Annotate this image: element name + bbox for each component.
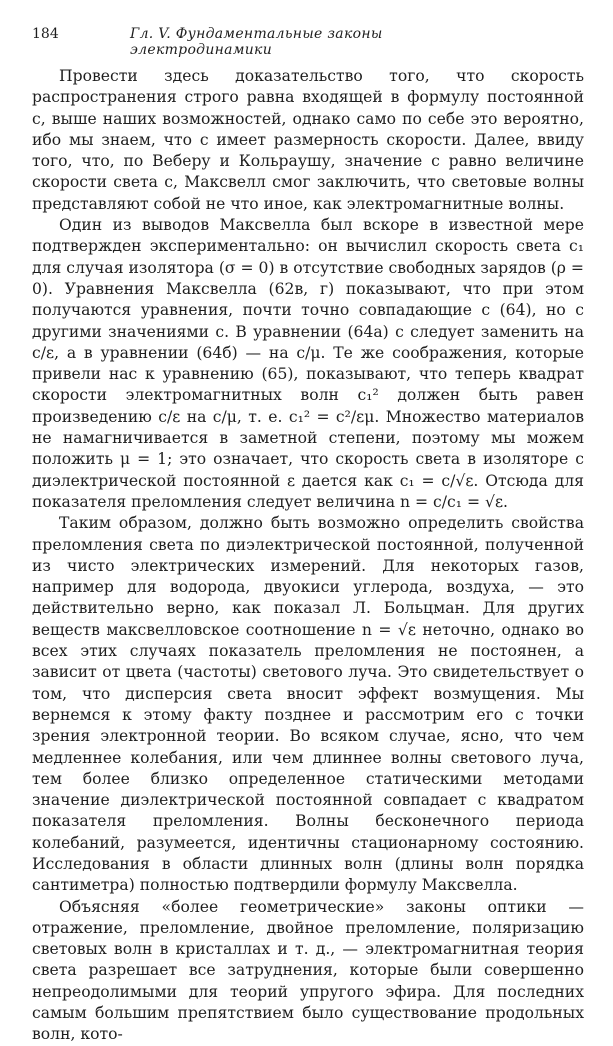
paragraph-maxwell-prediction: Один из выводов Максвелла был вскоре в известной мере подтвержден экспериментально: он вычислил скорость света c₁ для случая изолятора (σ = 0) в отсутствие свободных зарядов (ρ = 0). Уравнения Максвелла (62в, г) показывают, что при этом получаются уравнения, почти точно совпадающие с (64), но с другими значениями c. В уравнении (64а) c следует заменить на c/ε, а в уравнении (64б) — на c/μ. Те же соображения, которые привели нас к уравнению (65), показывают, что теперь квадрат скорости электромагнитных волн c₁² должен быть равен произведению c/ε на c/μ, т. е. c₁² = c²/εμ. Множество материалов не намагничивается в заметной степени, поэтому мы можем положить μ = 1; это означает, что скорость света в изоляторе с диэлектрической постоянной ε дается как c₁ = c/√ε. Отсюда для показателя преломления следует величина n = c/c₁ = √ε.: [32, 216, 584, 511]
paragraph-refraction-dielectric: Таким образом, должно быть возможно определить свойства преломления света по диэлектрической постоянной, полученной из чисто электрических измерений. Для некоторых газов, например для водорода, двуокиси углерода, воздуха, — это действительно верно, как показал Л. Больцман. Для других веществ максвелловское соотношение n = √ε неточно, однако во всех этих случаях показатель преломления не постоянен, а зависит от цвета (частоты) светового луча. Это свидетельствует о том, что дисперсия света вносит эффект возмущения. Мы вернемся к этому факту позднее и рассмотрим его с точки зрения электронной теории. Во всяком случае, ясно, что чем медленнее колебания, или чем длиннее волны светового луча, тем более близко определенное статическими методами значение диэлектрической постоянной совпадает с квадратом показателя преломления. Волны бесконечного периода колебаний, разумеется, идентичны стационарному состоянию. Исследования в области длинных волн (длины волн порядка сантиметра) полностью подтвердили формулу Максвелла.: [32, 514, 584, 895]
page-header: [32, 26, 492, 58]
paragraph-geometric-optics: Объясняя «более геометрические» законы оптики — отражение, преломление, двойное преломление, поляризацию световых волн в кристаллах и т. д., — электромагнитная теория света разрешает все затруднения, которые были совершенно непреодолимыми для теорий упругого эфира. Для последних самым большим препятствием было существование продольных волн, кото-: [32, 897, 584, 1044]
running-head: Гл. V. Фундаментальные законы электродинамики: [130, 26, 383, 58]
paragraph-speed-of-light: Провести здесь доказательство того, что скорость распространения строго равна входящей в формулу постоянной c, выше наших возможностей, однако само по себе это вероятно, ибо мы знаем, что c имеет размерность скорости. Далее, ввиду того, что, по Веберу и Кольраушу, значение c равно величине скорости света c, Максвелл смог заключить, что световые волны представляют собой не что иное, как электромагнитные волны.: [32, 67, 584, 213]
page-number: 184: [32, 26, 59, 42]
body-text: [32, 66, 584, 1046]
